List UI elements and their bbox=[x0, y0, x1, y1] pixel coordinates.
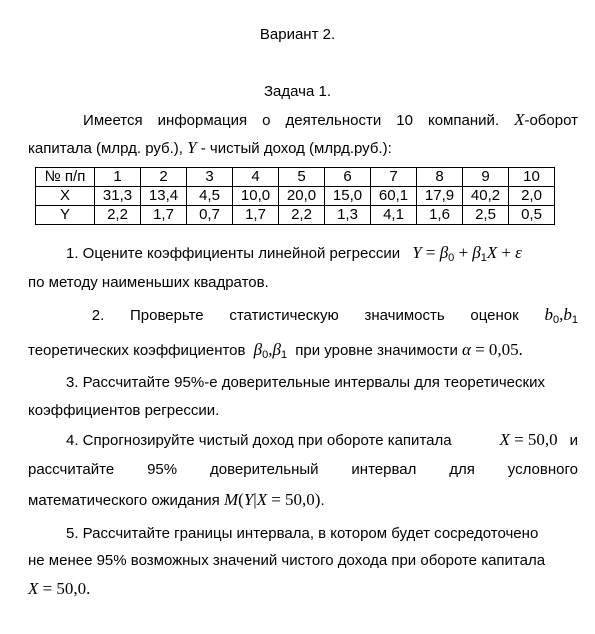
intro-word: 10 bbox=[396, 112, 413, 129]
q2-text: теоретических коэффициентов bbox=[28, 342, 246, 359]
y-symbol: Y bbox=[187, 138, 197, 157]
coef-beta0: β bbox=[253, 340, 263, 359]
formula-plus: + bbox=[501, 243, 511, 262]
q4-val: 50,0 bbox=[527, 430, 558, 449]
table-header-cell: № п/п bbox=[36, 168, 95, 187]
q4-eq: = bbox=[514, 430, 524, 449]
q4-text: 4. Спрогнозируйте чистый доход при обороте капитала bbox=[66, 432, 452, 449]
q4-word: интервал bbox=[351, 461, 417, 478]
question-2-line-2 bbox=[28, 340, 578, 360]
est-b1: b bbox=[563, 305, 572, 324]
est-sub: 1 bbox=[571, 314, 578, 326]
est-sep: , bbox=[559, 305, 564, 324]
alpha-eq: = bbox=[475, 340, 485, 359]
intro-word: о bbox=[262, 112, 271, 129]
question-1-line-2: по методу наименьших квадратов. bbox=[28, 274, 269, 291]
intro-line-2 bbox=[28, 138, 578, 158]
formula-beta1: β bbox=[472, 243, 481, 262]
cond-y: Y bbox=[243, 490, 254, 509]
q2-word: значимость bbox=[364, 307, 445, 324]
table-cell: 2,5 bbox=[463, 206, 509, 225]
question-5-line-1 bbox=[28, 525, 578, 542]
question-3-line-1 bbox=[28, 374, 578, 391]
cond-bar: | bbox=[253, 490, 257, 509]
conditional-expectation bbox=[224, 492, 320, 509]
question-5-line-2: не менее 95% возможных значений чистого дохода при обороте капитала bbox=[28, 552, 546, 569]
coef-formula bbox=[254, 342, 287, 359]
table-cell: 1 bbox=[95, 168, 141, 187]
table-cell: 2,0 bbox=[509, 187, 555, 206]
q4-and: и bbox=[569, 432, 578, 449]
q4-word: доверительный bbox=[210, 461, 319, 478]
table-cell: 15,0 bbox=[325, 187, 371, 206]
est-b0: b bbox=[544, 305, 553, 324]
q1-text: 1. Оцените коэффициенты линейной регрессии bbox=[66, 245, 401, 262]
cond-val: 50,0 bbox=[285, 490, 315, 509]
formula-y: Y bbox=[412, 243, 422, 262]
table-header-cell: X bbox=[36, 187, 95, 206]
estimates-formula bbox=[544, 305, 578, 325]
q4-word: 95% bbox=[147, 461, 178, 478]
variant-title: Вариант 2. bbox=[259, 26, 336, 43]
coef-sep: , bbox=[268, 340, 273, 359]
formula-beta0: β bbox=[439, 243, 449, 262]
q2-text: при уровне значимости bbox=[295, 342, 458, 359]
q2-word: оценок bbox=[470, 307, 519, 324]
table-row bbox=[36, 206, 555, 225]
cond-paren: ( bbox=[238, 490, 244, 509]
cond-x: X bbox=[256, 490, 268, 509]
period: . bbox=[86, 579, 91, 598]
table-cell: 20,0 bbox=[279, 187, 325, 206]
q3-text: 3. Рассчитайте 95%-е доверительные интервалы для теоретических bbox=[66, 374, 545, 391]
q2-word: 2. bbox=[91, 307, 105, 324]
regression-formula bbox=[412, 245, 522, 262]
intro-text: - чистый доход (млрд.руб.): bbox=[200, 140, 392, 157]
period: . bbox=[320, 492, 325, 509]
cond-eq: = bbox=[271, 490, 281, 509]
formula-x: X bbox=[486, 243, 498, 262]
intro-word: Имеется bbox=[83, 112, 143, 129]
alpha-symbol: α bbox=[462, 340, 471, 359]
table-cell: 17,9 bbox=[417, 187, 463, 206]
table-row bbox=[36, 187, 555, 206]
table-cell: 1,6 bbox=[417, 206, 463, 225]
coef-sub: 0 bbox=[262, 349, 269, 361]
table-cell: 40,2 bbox=[463, 187, 509, 206]
intro-word: деятельности bbox=[285, 112, 382, 129]
table-cell: 7 bbox=[371, 168, 417, 187]
table-cell: 1,7 bbox=[141, 206, 187, 225]
coef-beta1: β bbox=[272, 340, 281, 359]
table-cell: 8 bbox=[417, 168, 463, 187]
table-cell: 10 bbox=[509, 168, 555, 187]
table-cell: 2 bbox=[141, 168, 187, 187]
q4-word: для bbox=[449, 461, 475, 478]
question-4-line-1 bbox=[28, 430, 578, 450]
table-cell: 4,5 bbox=[187, 187, 233, 206]
task-title: Задача 1. bbox=[263, 83, 331, 100]
q5-val: 50,0 bbox=[56, 579, 87, 598]
table-cell: 4,1 bbox=[371, 206, 417, 225]
table-cell: 4 bbox=[233, 168, 279, 187]
intro-x-group bbox=[514, 110, 578, 130]
formula-sub: 1 bbox=[480, 252, 487, 264]
table-cell: 0,7 bbox=[187, 206, 233, 225]
q4-x: X bbox=[499, 430, 510, 449]
formula-eq: = bbox=[425, 243, 436, 262]
q2-word: Проверьте bbox=[129, 307, 204, 324]
table-cell: 1,3 bbox=[325, 206, 371, 225]
formula-eps: ε bbox=[515, 243, 522, 262]
question-1-line-1 bbox=[28, 243, 578, 263]
question-4-line-2 bbox=[28, 461, 578, 478]
table-cell: 5 bbox=[279, 168, 325, 187]
table-cell: 9 bbox=[463, 168, 509, 187]
q4-word: рассчитайте bbox=[28, 461, 115, 478]
table-cell: 31,3 bbox=[95, 187, 141, 206]
est-sub: 0 bbox=[552, 314, 560, 326]
formula-plus: + bbox=[458, 243, 469, 262]
table-cell: 10,0 bbox=[233, 187, 279, 206]
intro-word: компаний. bbox=[427, 112, 500, 129]
question-5-line-3 bbox=[28, 579, 578, 599]
intro-line-1 bbox=[28, 110, 578, 130]
alpha-value: 0,05 bbox=[488, 340, 519, 359]
question-2-line-1 bbox=[28, 305, 578, 325]
intro-word: информация bbox=[157, 112, 248, 129]
cond-paren: ) bbox=[314, 490, 321, 509]
table-cell: 2,2 bbox=[279, 206, 325, 225]
q5-eq: = bbox=[42, 579, 53, 598]
question-4-line-3 bbox=[28, 490, 578, 510]
table-cell: 2,2 bbox=[95, 206, 141, 225]
x-symbol: X bbox=[514, 110, 525, 129]
cond-m: M bbox=[223, 490, 239, 509]
q5-x: X bbox=[28, 579, 39, 598]
formula-sub: 0 bbox=[448, 252, 455, 264]
table-cell: 13,4 bbox=[141, 187, 187, 206]
table-cell: 3 bbox=[187, 168, 233, 187]
q2-word: статистическую bbox=[229, 307, 339, 324]
table-cell: 60,1 bbox=[371, 187, 417, 206]
q5-text: 5. Рассчитайте границы интервала, в котором будет сосредоточено bbox=[66, 525, 539, 542]
question-3-line-2: коэффициентов регрессии. bbox=[28, 402, 220, 419]
table-cell: 1,7 bbox=[233, 206, 279, 225]
table-row bbox=[36, 168, 555, 187]
q4-text: математического ожидания bbox=[28, 492, 220, 509]
table-cell: 0,5 bbox=[509, 206, 555, 225]
q4-x-formula bbox=[500, 430, 558, 450]
table-header-cell: Y bbox=[36, 206, 95, 225]
q4-word: условного bbox=[507, 461, 578, 478]
x-description: -оборот bbox=[524, 112, 578, 129]
coef-sub: 1 bbox=[280, 349, 288, 361]
data-table bbox=[35, 167, 555, 225]
table-cell: 6 bbox=[325, 168, 371, 187]
intro-text: капитала (млрд. руб.), bbox=[28, 140, 183, 157]
period: . bbox=[518, 340, 523, 359]
